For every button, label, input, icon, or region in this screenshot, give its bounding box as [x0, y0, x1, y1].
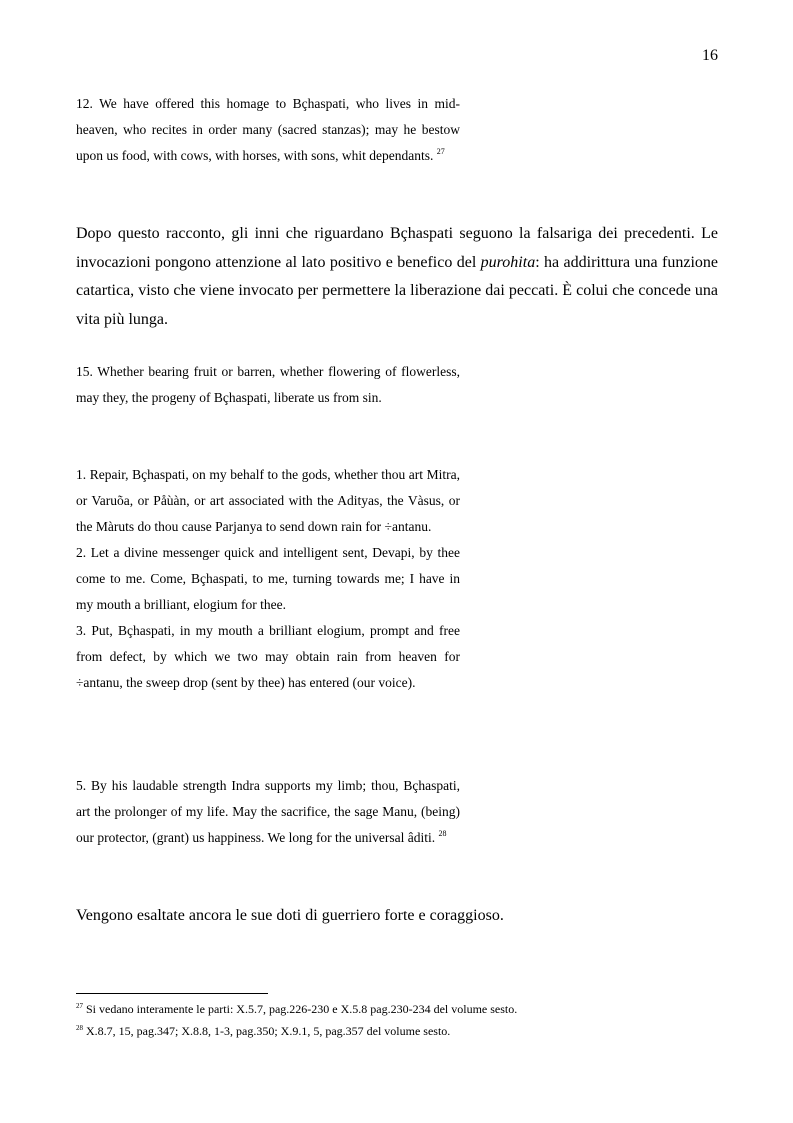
quote-verse-5: [76, 773, 460, 851]
quote-verse-12: [76, 91, 460, 169]
footnote-number: 28: [76, 1024, 83, 1032]
footnote-28: [76, 1023, 718, 1039]
footnote-ref: 27: [436, 147, 445, 156]
quote-verse-1: 1. Repair, Bçhaspati, on my behalf to the gods, whether thou art Mitra, or Varuõa, or Påùàn, or art associated with the Adityas, the Vàsus, or the Màruts do thou cause Parjanya to send down rain for ÷antanu.: [76, 467, 460, 534]
page-number: 16: [702, 47, 718, 64]
quote-verse-2: 2. Let a divine messenger quick and intelligent sent, Devapi, by thee come to me. Come, Bçhaspati, to me, turning towards me; I have in my mouth a brilliant, elogium for thee.: [76, 545, 460, 612]
body-paragraph-2: Vengono esaltate ancora le sue doti di guerriero forte e coraggioso.: [76, 907, 504, 924]
footnote-divider: [76, 993, 268, 994]
footnote-text: Si vedano interamente le parti: X.5.7, pag.226-230 e X.5.8 pag.230-234 del volume sesto.: [86, 1002, 518, 1016]
quote-text: 5. By his laudable strength Indra supports my limb; thou, Bçhaspati, art the prolonger of my life. May the sacrifice, the sage Manu, (being) our protector, (grant) us happiness. We long for the universal âditi. $^{28}$: [76, 778, 460, 845]
quote-verse-3: 3. Put, Bçhaspati, in my mouth a brilliant elogium, prompt and free from defect, by which we two may obtain rain from heaven for ÷antanu, the sweep drop (sent by thee) has entered (our voice).: [76, 623, 460, 690]
italic-term: purohita: [480, 253, 536, 271]
footnote-number: 27: [76, 1002, 83, 1010]
quote-verses-1-3: [76, 462, 460, 696]
footnote-27: [76, 1001, 718, 1017]
quote-verse-15: [76, 359, 460, 411]
footnote-ref: 28: [438, 829, 447, 838]
quote-text: 12. We have offered this homage to Bçhaspati, who lives in mid-heaven, who recites in order many (sacred stanzas); may he bestow upon us food, with cows, with horses, with sons, whit dependants. $^{27}$: [76, 96, 460, 163]
body-paragraph-1: Dopo questo racconto, gli inni che riguardano Bçhaspati seguono la falsariga dei precedenti. Le invocazioni pongono attenzione al lato positivo e benefico del purohita: ha addirittura una funzione catartica, visto che viene invocato per permettere la liberazione dai peccati. È colui che concede una vita più lunga.: [76, 225, 719, 328]
quote-text: 15. Whether bearing fruit or barren, whether flowering of flowerless, may they, the progeny of Bçhaspati, liberate us from sin.: [76, 364, 460, 405]
footnote-text: X.8.7, 15, pag.347; X.8.8, 1-3, pag.350; X.9.1, 5, pag.357 del volume sesto.: [86, 1024, 451, 1038]
